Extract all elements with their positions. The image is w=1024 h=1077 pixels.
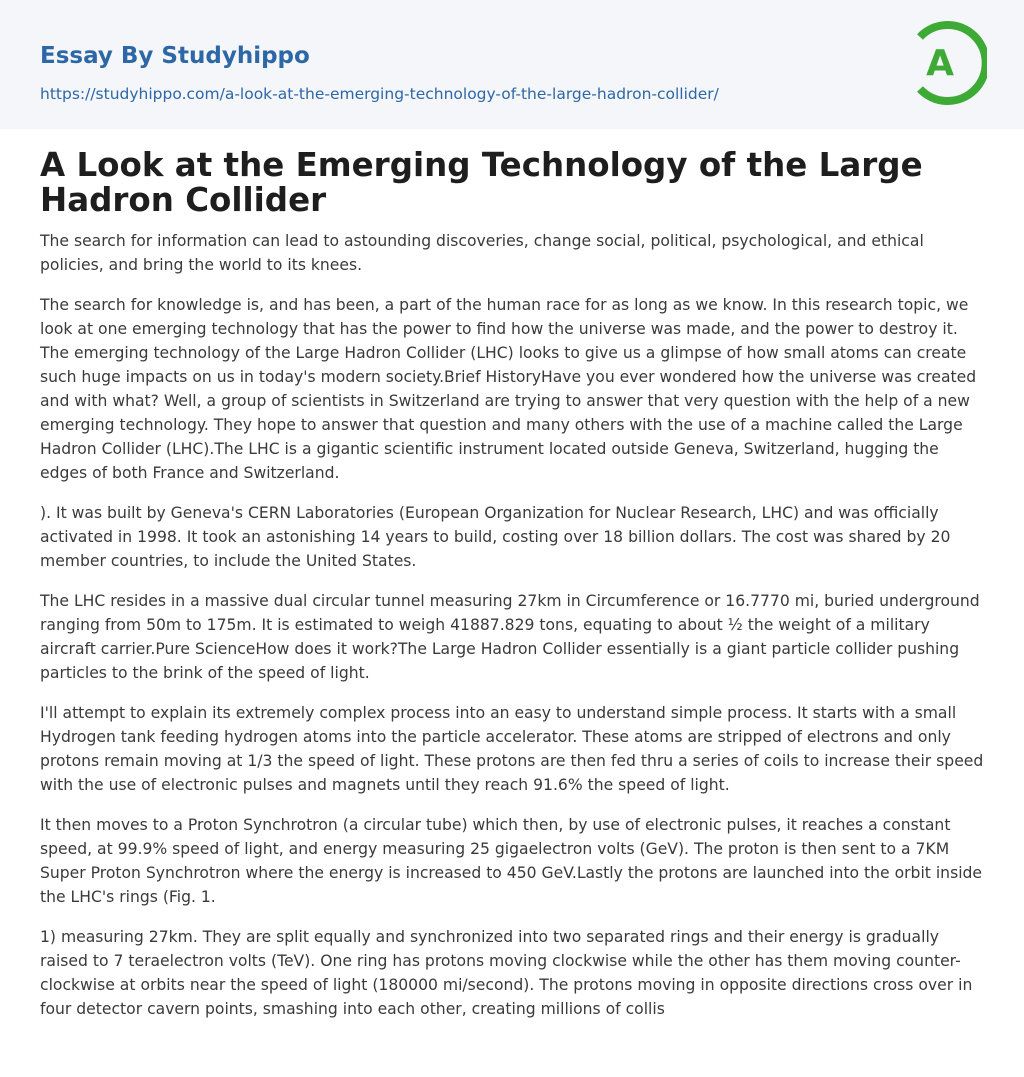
article-title: A Look at the Emerging Technology of the Large Hadron Collider <box>40 146 923 219</box>
logo-ring-icon <box>913 19 987 107</box>
paragraph: ). It was built by Geneva's CERN Laboratories (European Organization for Nuclear Research, LHC) and was officially activated in 1998. It took an astonishing 14 years to build, costing over 18 billion dollars. The cost was shared by 20 member countries, to include the United States. <box>40 504 951 570</box>
paragraph: The search for information can lead to astounding discoveries, change social, political, psychological, and ethical policies, and bring the world to its knees. <box>40 232 924 274</box>
paragraph: I'll attempt to explain its extremely complex process into an easy to understand simple process. It starts with a small Hydrogen tank feeding hydrogen atoms into the particle accelerator. These atoms are stripped of electrons and only protons remain moving at 1/3 the speed of light. These protons are then fed thru a series of coils to increase their speed with the use of electronic pulses and magnets until they reach 91.6% the speed of light. <box>40 704 984 794</box>
paragraph: 1) measuring 27km. They are split equally and synchronized into two separated rings and their energy is gradually raised to 7 teraelectron volts (TeV). One ring has protons moving clockwise while the other has them moving counter-clockwise at orbits near the speed of light (180000 mi/second). The protons moving in opposite directions cross over in four detector cavern points, smashing into each other, creating millions of collis <box>40 928 973 1018</box>
site-header <box>0 0 1024 129</box>
essay-url-link[interactable]: https://studyhippo.com/a-look-at-the-emerging-technology-of-the-large-hadron-collider/ <box>40 85 719 103</box>
site-title[interactable]: Essay By Studyhippo <box>40 43 310 69</box>
studyhippo-logo[interactable] <box>913 19 987 107</box>
article-body <box>40 229 984 1037</box>
paragraph: The search for knowledge is, and has been, a part of the human race for as long as we know. In this research topic, we look at one emerging technology that has the power to find how the universe was made, and the power to destroy it. The emerging technology of the Large Hadron Collider (LHC) looks to give us a glimpse of how small atoms can create such huge impacts on us in today's modern society.Brief HistoryHave you ever wondered how the universe was created and with what? Well, a group of scientists in Switzerland are trying to answer that very question with the help of a new emerging technology. They hope to answer that question and many others with the use of a machine called the Large Hadron Collider (LHC).The LHC is a gigantic scientific instrument located outside Geneva, Switzerland, hugging the edges of both France and Switzerland. <box>40 296 977 482</box>
paragraph: The LHC resides in a massive dual circular tunnel measuring 27km in Circumference or 16.7770 mi, buried underground ranging from 50m to 175m. It is estimated to weigh 41887.829 tons, equating to about ½ the weight of a military aircraft carrier.Pure ScienceHow does it work?The Large Hadron Collider essentially is a giant particle collider pushing particles to the brink of the speed of light. <box>40 592 980 682</box>
paragraph: It then moves to a Proton Synchrotron (a circular tube) which then, by use of electronic pulses, it reaches a constant speed, at 99.9% speed of light, and energy measuring 25 gigaelectron volts (GeV). The proton is then sent to a 7KM Super Proton Synchrotron where the energy is increased to 450 GeV.Lastly the protons are launched into the orbit inside the LHC's rings (Fig. 1. <box>40 816 983 906</box>
logo-letter: A <box>926 43 954 84</box>
